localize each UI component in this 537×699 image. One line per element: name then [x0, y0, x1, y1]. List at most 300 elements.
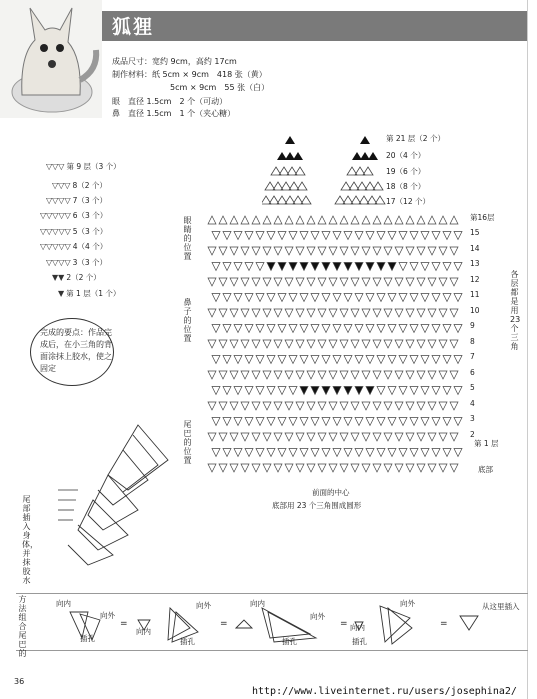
- body-triangle: [388, 387, 396, 395]
- body-triangle: [344, 232, 352, 240]
- body-triangle: [410, 387, 418, 395]
- body-triangle: [340, 216, 348, 224]
- front-center-label: 前面的中心: [312, 488, 350, 497]
- ear-layer-label: 18（8 个）: [386, 182, 426, 191]
- body-triangle: [333, 387, 341, 395]
- body-triangle: [395, 340, 403, 348]
- page-edge: [527, 0, 537, 699]
- body-triangle: [439, 278, 447, 286]
- body-triangle: [362, 278, 370, 286]
- body-triangle: [223, 294, 231, 302]
- body-triangle: [373, 278, 381, 286]
- body-triangle: [384, 278, 392, 286]
- body-triangle: [340, 433, 348, 441]
- body-triangle: [454, 387, 462, 395]
- body-triangle: [212, 294, 220, 302]
- body-triangle: [300, 356, 308, 364]
- body-triangle: [432, 232, 440, 240]
- body-triangle: [454, 294, 462, 302]
- body-triangle: [256, 449, 264, 457]
- method-label: 方法组合尾巴的: [18, 595, 27, 658]
- body-triangle: [450, 340, 458, 348]
- body-row-number: 13: [470, 259, 480, 268]
- body-triangle: [263, 464, 271, 472]
- body-triangle: [245, 294, 253, 302]
- body-triangle: [421, 263, 429, 271]
- body-triangle: [340, 340, 348, 348]
- eye-position-label: 眼睛的位置: [183, 216, 192, 261]
- method-hole-label: 插孔: [180, 637, 195, 646]
- body-triangle: [333, 356, 341, 364]
- body-triangle: [351, 247, 359, 255]
- body-triangle: [344, 356, 352, 364]
- body-triangle: [296, 216, 304, 224]
- body-triangle: [329, 402, 337, 410]
- body-row-number: 2: [470, 429, 475, 439]
- body-triangle: [300, 418, 308, 426]
- body-triangle: [377, 387, 385, 395]
- tail-layer-label: 7（3 个）: [72, 196, 108, 205]
- body-triangle: [406, 309, 414, 317]
- body-triangle: [377, 294, 385, 302]
- body-triangle: [300, 232, 308, 240]
- body-triangle: [285, 247, 293, 255]
- body-triangle: [417, 309, 425, 317]
- body-triangle: [289, 263, 297, 271]
- body-triangle: [351, 464, 359, 472]
- body-triangle: [322, 418, 330, 426]
- body-triangle: [384, 340, 392, 348]
- body-triangle: [395, 247, 403, 255]
- body-triangle: [285, 433, 293, 441]
- body-triangle: [208, 402, 216, 410]
- body-triangle: [373, 402, 381, 410]
- body-triangle: [366, 418, 374, 426]
- body-triangle: [366, 449, 374, 457]
- body-triangle: [384, 464, 392, 472]
- body-triangle: [263, 309, 271, 317]
- body-triangle: [373, 247, 381, 255]
- body-triangle: [208, 216, 216, 224]
- body-triangle: [399, 325, 407, 333]
- body-grid: [196, 210, 466, 500]
- body-triangle: [355, 325, 363, 333]
- body-triangle: [289, 418, 297, 426]
- body-triangle: [450, 278, 458, 286]
- tail-layer-pattern: ▼: [58, 288, 65, 298]
- body-triangle: [395, 278, 403, 286]
- body-triangle: [366, 232, 374, 240]
- body-triangle: [285, 402, 293, 410]
- method-in-label: 向内: [250, 599, 265, 608]
- body-triangle: [256, 232, 264, 240]
- body-triangle: [234, 325, 242, 333]
- body-triangle: [351, 402, 359, 410]
- body-triangle: [406, 216, 414, 224]
- body-triangle: [278, 232, 286, 240]
- body-triangle: [421, 325, 429, 333]
- page-number: 36: [14, 677, 25, 686]
- body-triangle: [421, 387, 429, 395]
- body-triangle: [362, 216, 370, 224]
- body-triangle: [410, 418, 418, 426]
- body-triangle: [417, 402, 425, 410]
- body-triangle: [428, 371, 436, 379]
- body-triangle: [362, 309, 370, 317]
- body-triangle: [344, 263, 352, 271]
- body-triangle: [318, 433, 326, 441]
- body-triangle: [311, 418, 319, 426]
- body-triangle: [219, 371, 227, 379]
- tail-layer-pattern: ▽▽▽▽: [46, 257, 71, 267]
- body-triangle: [223, 449, 231, 457]
- body-triangle: [230, 433, 238, 441]
- body-triangle: [428, 340, 436, 348]
- method-insert-label: 从这里插入: [482, 602, 520, 611]
- body-triangle: [263, 340, 271, 348]
- body-triangle: [212, 418, 220, 426]
- body-triangle: [410, 449, 418, 457]
- body-triangle: [278, 387, 286, 395]
- tail-layer-pattern: ▽▽▽▽▽: [40, 226, 71, 236]
- body-triangle: [289, 294, 297, 302]
- body-triangle: [230, 464, 238, 472]
- body-triangle: [278, 294, 286, 302]
- body-triangle: [234, 387, 242, 395]
- body-triangle: [406, 464, 414, 472]
- body-triangle: [421, 418, 429, 426]
- body-triangle: [263, 402, 271, 410]
- body-triangle: [219, 433, 227, 441]
- body-triangle: [443, 418, 451, 426]
- body-triangle: [318, 464, 326, 472]
- body-triangle: [285, 278, 293, 286]
- body-triangle: [234, 418, 242, 426]
- body-triangle: [344, 325, 352, 333]
- body-triangle: [245, 418, 253, 426]
- body-bottom-label: 第 1 层: [474, 439, 499, 448]
- body-triangle: [234, 232, 242, 240]
- body-triangle: [208, 247, 216, 255]
- body-triangle: [322, 387, 330, 395]
- body-triangle: [410, 325, 418, 333]
- body-triangle: [333, 232, 341, 240]
- body-triangle: [450, 216, 458, 224]
- body-triangle: [417, 216, 425, 224]
- body-triangle: [212, 387, 220, 395]
- body-triangle: [318, 340, 326, 348]
- body-triangle: [230, 371, 238, 379]
- body-triangle: [362, 247, 370, 255]
- tail-insert-note: 尾部插入身体，并抹胶水: [22, 495, 38, 585]
- body-triangle: [439, 216, 447, 224]
- body-triangle: [340, 371, 348, 379]
- body-triangle: [245, 263, 253, 271]
- body-triangle: [274, 402, 282, 410]
- body-triangle: [340, 464, 348, 472]
- ear-layer-label: 19（6 个）: [386, 167, 426, 176]
- body-triangle: [219, 340, 227, 348]
- page-title: 狐狸: [112, 16, 155, 38]
- body-triangle: [278, 356, 286, 364]
- body-triangle: [399, 294, 407, 302]
- body-triangle: [241, 247, 249, 255]
- tail-layer-label: 2（2 个）: [66, 273, 101, 282]
- body-triangle: [223, 263, 231, 271]
- title-bar: [102, 11, 537, 41]
- tail-layer-label: 5（3 个）: [72, 227, 108, 236]
- spec-size: 成品尺寸：宽约 9cm，高约 17cm: [112, 57, 237, 66]
- body-triangle: [329, 371, 337, 379]
- body-triangle: [432, 356, 440, 364]
- body-triangle: [234, 263, 242, 271]
- body-triangle: [267, 418, 275, 426]
- body-triangle: [362, 340, 370, 348]
- body-row-number: 3: [470, 414, 475, 423]
- body-triangle: [395, 309, 403, 317]
- body-triangle: [366, 325, 374, 333]
- body-triangle: [454, 449, 462, 457]
- tail-insertion-illustration: [18, 420, 178, 570]
- body-triangle: [318, 371, 326, 379]
- method-in-label: 向内: [136, 627, 151, 636]
- body-row-number: 5: [470, 383, 475, 392]
- body-triangle: [395, 371, 403, 379]
- body-triangle: [234, 449, 242, 457]
- spec-material-1: 制作材料：纸 5cm × 9cm 418 张（黄）: [112, 70, 267, 79]
- body-triangle: [322, 356, 330, 364]
- body-triangle: [230, 340, 238, 348]
- body-triangle: [384, 402, 392, 410]
- body-triangle: [329, 464, 337, 472]
- body-triangle: [388, 294, 396, 302]
- body-triangle: [274, 464, 282, 472]
- body-triangle: [241, 371, 249, 379]
- body-triangle: [285, 309, 293, 317]
- body-triangle: [296, 340, 304, 348]
- body-triangle: [219, 278, 227, 286]
- body-triangle: [373, 464, 381, 472]
- body-triangle: [329, 247, 337, 255]
- body-triangle: [252, 278, 260, 286]
- body-triangle: [278, 449, 286, 457]
- body-triangle: [285, 464, 293, 472]
- body-triangle: [267, 387, 275, 395]
- body-triangle: [289, 232, 297, 240]
- body-triangle: [318, 402, 326, 410]
- body-triangle: [256, 356, 264, 364]
- body-triangle: [344, 387, 352, 395]
- body-triangle: [439, 433, 447, 441]
- method-out-label: 向外: [310, 612, 325, 621]
- body-triangle: [234, 294, 242, 302]
- body-triangle: [439, 247, 447, 255]
- body-triangle: [223, 356, 231, 364]
- body-triangle: [223, 325, 231, 333]
- body-triangle: [410, 294, 418, 302]
- body-triangle: [322, 232, 330, 240]
- tail-layer-pattern: ▽▽▽▽▽: [40, 210, 71, 220]
- body-triangle: [406, 278, 414, 286]
- body-triangle: [450, 464, 458, 472]
- body-triangle: [256, 294, 264, 302]
- body-row-number: 7: [470, 352, 475, 361]
- body-row-number: 11: [470, 290, 480, 299]
- body-triangle: [267, 449, 275, 457]
- body-triangle: [230, 216, 238, 224]
- body-triangle: [355, 387, 363, 395]
- body-triangle: [278, 263, 286, 271]
- tail-layer-label: 第 9 层（3 个）: [66, 162, 121, 171]
- method-out-label: 向外: [196, 601, 211, 610]
- body-triangle: [377, 232, 385, 240]
- body-triangle: [274, 309, 282, 317]
- body-triangle: [344, 449, 352, 457]
- body-top-label: 第16层: [470, 213, 495, 222]
- body-triangle: [439, 340, 447, 348]
- body-triangle: [384, 309, 392, 317]
- body-triangle: [234, 356, 242, 364]
- body-triangle: [421, 449, 429, 457]
- body-triangle: [377, 418, 385, 426]
- body-triangle: [340, 402, 348, 410]
- body-triangle: [267, 263, 275, 271]
- body-triangle: [333, 263, 341, 271]
- body-triangle: [252, 402, 260, 410]
- body-triangle: [450, 247, 458, 255]
- tail-layer-label: 8（2 个）: [72, 181, 107, 190]
- body-triangle: [285, 340, 293, 348]
- body-triangle: [252, 309, 260, 317]
- body-triangle: [399, 418, 407, 426]
- body-triangle: [307, 216, 315, 224]
- side-note: 各层都是用 23 个三角: [510, 270, 521, 351]
- body-triangle: [241, 433, 249, 441]
- bottom-side-label: 底部: [478, 465, 493, 474]
- svg-text:=: =: [120, 619, 128, 629]
- body-triangle: [256, 263, 264, 271]
- body-triangle: [366, 356, 374, 364]
- body-triangle: [373, 216, 381, 224]
- body-triangle: [329, 278, 337, 286]
- body-triangle: [439, 309, 447, 317]
- body-triangle: [421, 356, 429, 364]
- body-triangle: [454, 232, 462, 240]
- body-triangle: [212, 449, 220, 457]
- body-triangle: [395, 402, 403, 410]
- body-triangle: [443, 232, 451, 240]
- body-triangle: [410, 356, 418, 364]
- body-triangle: [285, 216, 293, 224]
- body-triangle: [432, 449, 440, 457]
- body-triangle: [366, 294, 374, 302]
- fox-photo: [0, 0, 102, 118]
- body-triangle: [208, 371, 216, 379]
- body-triangle: [388, 449, 396, 457]
- body-triangle: [289, 387, 297, 395]
- body-triangle: [241, 464, 249, 472]
- body-triangle: [219, 402, 227, 410]
- spec-nose: 鼻 直径 1.5cm 1 个（夹心糖）: [112, 109, 236, 118]
- body-triangle: [322, 294, 330, 302]
- body-triangle: [428, 402, 436, 410]
- body-triangle: [351, 340, 359, 348]
- tail-layer-label: 6（3 个）: [72, 211, 108, 220]
- body-triangle: [263, 216, 271, 224]
- tail-layer-label: 4（4 个）: [72, 242, 108, 251]
- body-triangle: [322, 325, 330, 333]
- body-triangle: [450, 309, 458, 317]
- tail-layer-pattern: ▽▽▽▽: [46, 195, 71, 205]
- body-row-number: 14: [470, 243, 480, 253]
- body-triangle: [252, 247, 260, 255]
- body-triangle: [322, 449, 330, 457]
- body-triangle: [443, 325, 451, 333]
- body-triangle: [417, 278, 425, 286]
- body-triangle: [307, 402, 315, 410]
- ear-layer-label: 第 21 层（2 个）: [386, 134, 445, 143]
- body-triangle: [410, 232, 418, 240]
- tail-layer-label: 第 1 层（1 个）: [66, 289, 121, 298]
- nose-position-label: 鼻子的位置: [183, 298, 192, 343]
- body-triangle: [340, 309, 348, 317]
- body-triangle: [454, 263, 462, 271]
- body-triangle: [245, 356, 253, 364]
- body-triangle: [355, 356, 363, 364]
- body-triangle: [377, 449, 385, 457]
- body-triangle: [362, 402, 370, 410]
- body-row-number: 6: [470, 367, 475, 377]
- body-triangle: [373, 340, 381, 348]
- body-triangle: [212, 263, 220, 271]
- body-triangle: [388, 325, 396, 333]
- body-triangle: [252, 433, 260, 441]
- body-triangle: [377, 356, 385, 364]
- body-triangle: [417, 340, 425, 348]
- body-triangle: [274, 247, 282, 255]
- body-triangle: [388, 263, 396, 271]
- ear-layer-label: 17（12 个）: [386, 197, 430, 206]
- body-triangle: [428, 247, 436, 255]
- body-triangle: [267, 325, 275, 333]
- body-triangle: [450, 371, 458, 379]
- body-triangle: [454, 325, 462, 333]
- body-triangle: [399, 263, 407, 271]
- body-triangle: [230, 247, 238, 255]
- body-triangle: [274, 340, 282, 348]
- body-triangle: [428, 216, 436, 224]
- body-triangle: [373, 309, 381, 317]
- body-triangle: [212, 325, 220, 333]
- body-triangle: [252, 216, 260, 224]
- body-triangle: [285, 371, 293, 379]
- body-triangle: [300, 325, 308, 333]
- body-triangle: [219, 464, 227, 472]
- body-triangle: [329, 216, 337, 224]
- body-triangle: [241, 340, 249, 348]
- body-triangle: [307, 309, 315, 317]
- body-row-number: 15: [470, 228, 480, 237]
- body-triangle: [351, 216, 359, 224]
- body-triangle: [344, 418, 352, 426]
- body-triangle: [307, 278, 315, 286]
- body-triangle: [252, 340, 260, 348]
- body-triangle: [417, 433, 425, 441]
- body-triangle: [230, 309, 238, 317]
- body-triangle: [307, 464, 315, 472]
- tail-position-label: 尾巴的位置: [183, 420, 192, 465]
- body-triangle: [318, 216, 326, 224]
